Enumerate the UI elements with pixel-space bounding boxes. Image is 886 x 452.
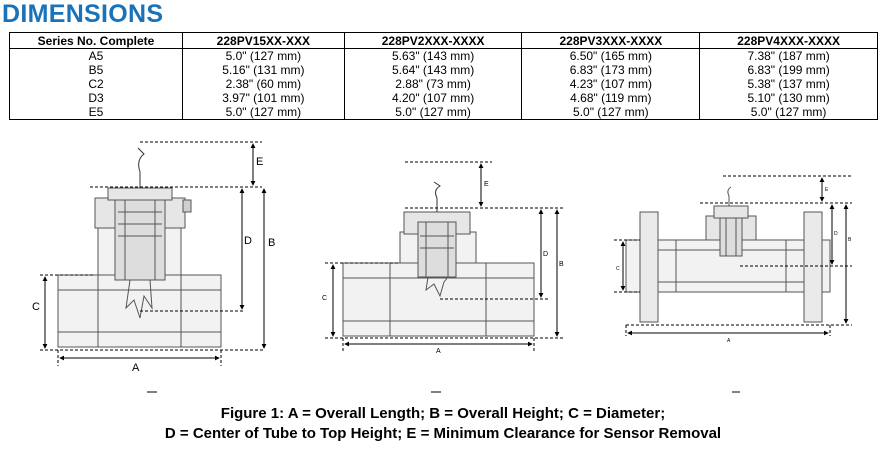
table-cell: D3 bbox=[10, 91, 183, 105]
table-cell: 6.83" (173 mm) bbox=[522, 63, 700, 77]
table-cell: 5.64" (143 mm) bbox=[344, 63, 522, 77]
page-title: DIMENSIONS bbox=[2, 0, 164, 28]
table-row bbox=[10, 63, 878, 77]
label-c-1: C bbox=[32, 301, 40, 313]
table-cell: 7.38" (187 mm) bbox=[700, 49, 878, 64]
column-header: Series No. Complete bbox=[10, 33, 183, 49]
table-cell: 4.20" (107 mm) bbox=[344, 91, 522, 105]
label-b-3: B bbox=[848, 237, 852, 243]
table-header-row bbox=[10, 33, 878, 49]
caption-line-1: Figure 1: A = Overall Length; B = Overall Height; C = Diameter; bbox=[220, 405, 666, 422]
table-row bbox=[10, 49, 878, 64]
table-cell: 4.23" (107 mm) bbox=[522, 77, 700, 91]
table-cell: 5.0" (127 mm) bbox=[183, 105, 345, 120]
label-d-1: D bbox=[244, 235, 252, 247]
table-cell: 5.63" (143 mm) bbox=[344, 49, 522, 64]
table-cell: 4.68" (119 mm) bbox=[522, 91, 700, 105]
label-c-3: C bbox=[616, 266, 620, 272]
column-header: 228PV4XXX-XXXX bbox=[700, 33, 878, 49]
table-row bbox=[10, 91, 878, 105]
table-cell: 2.88" (73 mm) bbox=[344, 77, 522, 91]
table-cell: 5.0" (127 mm) bbox=[700, 105, 878, 120]
table-cell: 5.38" (137 mm) bbox=[700, 77, 878, 91]
table-cell: 6.83" (199 mm) bbox=[700, 63, 878, 77]
label-d-2: D bbox=[543, 251, 549, 258]
label-e-2: E bbox=[484, 181, 489, 188]
label-e-1: E bbox=[256, 156, 264, 168]
table-cell: E5 bbox=[10, 105, 183, 120]
label-c-2: C bbox=[322, 295, 328, 302]
label-a-1: A bbox=[132, 362, 140, 374]
column-header: 228PV15XX-XXX bbox=[183, 33, 345, 49]
label-d-3: D bbox=[834, 231, 838, 237]
table-cell: 6.50" (165 mm) bbox=[522, 49, 700, 64]
table-cell: 5.0" (127 mm) bbox=[522, 105, 700, 120]
label-a-2: A bbox=[436, 348, 441, 355]
table-row bbox=[10, 105, 878, 120]
label-a-3: A bbox=[727, 338, 731, 344]
caption-line-2: D = Center of Tube to Top Height; E = Minimum Clearance for Sensor Removal bbox=[164, 425, 722, 442]
column-header: 228PV2XXX-XXXX bbox=[344, 33, 522, 49]
figure-caption bbox=[0, 404, 886, 444]
table-cell: 5.10" (130 mm) bbox=[700, 91, 878, 105]
dimensions-table bbox=[9, 32, 878, 120]
column-header: 228PV3XXX-XXXX bbox=[522, 33, 700, 49]
drawing-228pv3 bbox=[614, 176, 852, 392]
label-b-1: B bbox=[268, 237, 276, 249]
table-cell: 3.97" (101 mm) bbox=[183, 91, 345, 105]
table-cell: 5.0" (127 mm) bbox=[183, 49, 345, 64]
table-cell: B5 bbox=[10, 63, 183, 77]
drawing-228pv2 bbox=[322, 162, 565, 392]
drawing-228pv15 bbox=[32, 142, 275, 392]
table-cell: 2.38" (60 mm) bbox=[183, 77, 345, 91]
label-b-2: B bbox=[559, 261, 564, 268]
label-e-3: E bbox=[825, 187, 829, 193]
table-row bbox=[10, 77, 878, 91]
table-cell: 5.16" (131 mm) bbox=[183, 63, 345, 77]
dimension-drawings bbox=[0, 130, 886, 405]
table-cell: C2 bbox=[10, 77, 183, 91]
table-cell: A5 bbox=[10, 49, 183, 64]
table-cell: 5.0" (127 mm) bbox=[344, 105, 522, 120]
